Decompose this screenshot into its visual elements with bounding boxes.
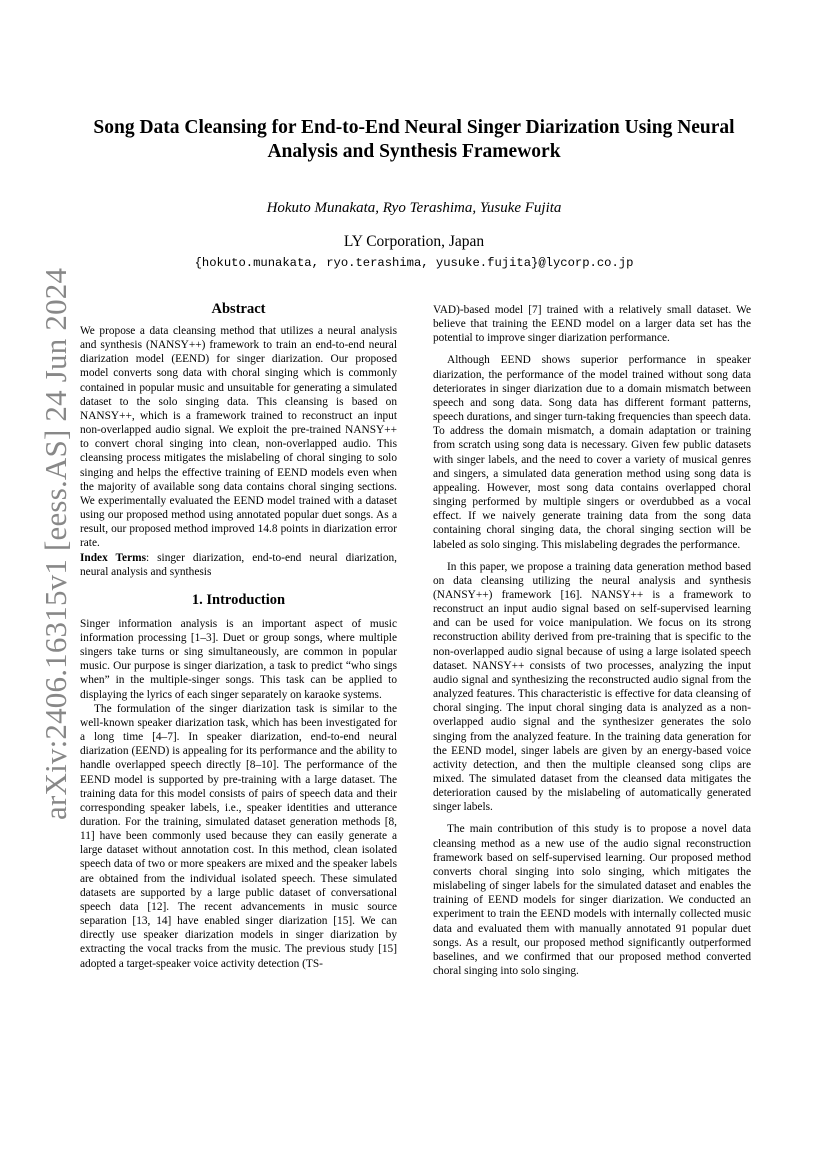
paper-title: Song Data Cleansing for End-to-End Neural Singer Diarization Using Neural Analysis and Synthesis Framework: [93, 117, 735, 162]
arxiv-watermark: [18, 267, 73, 820]
email-addresses: {hokuto.munakata, ryo.terashima, yusuke.fujita}@lycorp.co.jp: [194, 256, 634, 270]
left-column: [80, 300, 397, 971]
abstract-text: We propose a data cleansing method that utilizes a neural analysis and synthesis (NANSY++) framework to train an end-to-end neural diarization model (EEND) for singer diarization. Our proposed model converts song data with choral singing which is commonly contained in popular music and unsuitable for generating a simulated dataset to the solo singing data. This cleansing is based on NANSY++, which is a framework trained to reconstruct an input non-overlapped audio signal. We exploit the pre-trained NANSY++ to convert choral singing into clean, non-overlapped audio. This cleansing process mitigates the mislabeling of choral singing to solo singing and helps the effective training of EEND models even when the majority of available song data contains choral singing sections. We experimentally evaluated the EEND model trained with a dataset using our proposed method using annotated popular duet songs. As a result, our proposed method improved 14.8 points in diarization error rate.: [80, 325, 397, 550]
right-column: [433, 303, 751, 978]
intro-paragraph: Singer information analysis is an important aspect of music information processing [1–3]. Duet or group songs, where multiple singers take turns or sing simultaneously, are common in popular music. Our purpose is singer diarization, a task to predict “who sings when” in the multiple-singer songs. This task can be applied to displaying the lyrics of each singer separately on karaoke systems.: [80, 617, 397, 701]
index-terms-label: Index Terms: [80, 551, 146, 564]
author-list: Hokuto Munakata, Ryo Terashima, Yusuke Fujita: [266, 200, 562, 216]
body-paragraph: Although EEND shows superior performance in speaker diarization, the performance of the model trained without song data deteriorates in singer diarization due to a domain mismatch between speech and song data. Song data has different formant patterns, speech durations, and singer turn-taking frequencies than speech data. To address the domain mismatch, a domain adaptation or training from scratch using song data is necessary. Given few public datasets with singer labels, and the need to cover a variety of musical genres and singers, a simulated data generation method using song data is appealing. However, most song data contains overlapped choral singing performed by multiple singers or overdubbed as a vocal effect. If we naively generate training data from the song data containing choral singing data, the choral singing section will be labeled as solo singing. This mislabeling degrades the performance.: [433, 354, 751, 551]
section-heading-introduction: 1. Introduction: [191, 591, 286, 608]
index-terms-text: : singer diarization, end-to-end neural diarization, neural analysis and synthesis: [80, 551, 398, 578]
arxiv-identifier: arXiv:2406.16315v1 [eess.AS] 24 Jun 2024: [38, 267, 73, 820]
body-paragraph: The main contribution of this study is to propose a novel data cleansing method as a new use of the audio signal reconstruction framework based on self-supervised learning. Our proposed method converts choral singing into solo singing, which mitigates the mislabeling of singer labels for the simulated dataset and enables the training of EEND models for singer diarization. We conducted an experiment to train the EEND models with internally collected music data and evaluated them with manually annotated 91 popular duet songs. As a result, our proposed method significantly outperformed baselines, and we confirmed that our proposed method converted choral singing into solo singing.: [433, 823, 751, 978]
intro-paragraph: The formulation of the singer diarization task is similar to the well-known speaker diarization task, which has been investigated for a long time [4–7]. In speaker diarization, end-to-end neural diarization (EEND) is appealing for its performance and the ability to handle overlapped speech directly [8–10]. The performance of the EEND model is supported by pre-training with a large dataset. The training data for this model consists of pairs of speech data and their corresponding speaker labels, i.e., speaker identities and utterance duration. For the training, simulated dataset generation methods [8, 11] have been commonly used because they can easily generate a large dataset without annotation cost. In this method, clean isolated speech data of two or more speakers are mixed and the speaker labels are obtained from the individual isolated speech. These simulated datasets are supported by a large public dataset of conversational speech data [12]. The recent advancements in music source separation [13, 14] have enabled singer diarization [15]. We can directly use speaker diarization models in singer diarization by extracting the vocal tracks from the music. The previous study [15] adopted a target-speaker voice activity detection (TS-: [80, 702, 397, 970]
body-paragraph: In this paper, we propose a training data generation method based on data cleansing utilizing the neural analysis and synthesis (NANSY++) framework [16]. NANSY++ is a framework to reconstruct an input audio signal based on self-supervised learning and can be used for voice manipulation. We focus on its strong reconstruction ability derived from pre-training that is specific to the non-overlapped audio signal because of using a large isolated speech dataset. NANSY++ consists of two processes, analyzing the input audio signal and synthesizing the reconstructed audio signal from the analyzed features. This characteristic is effective for data cleansing of choral singing. The input choral singing data is analyzed as a non-overlapped audio signal and the synthesizer generates the solo singing from the analyzed feature. In the training data generation for the EEND model, singer labels are given by an energy-based voice activity detection, and then the multiple cleansed song clips are mixed. The simulated dataset from the cleansed data mitigates the deterioration caused by the mislabeling of automatically generated singer labels.: [433, 560, 751, 814]
body-paragraph: VAD)-based model [7] trained with a relatively small dataset. We believe that training the EEND model on a larger data set has the potential to improve singer diarization performance.: [433, 304, 751, 345]
abstract-heading: Abstract: [211, 301, 266, 317]
index-terms: [80, 551, 397, 579]
affiliation: LY Corporation, Japan: [343, 233, 485, 250]
